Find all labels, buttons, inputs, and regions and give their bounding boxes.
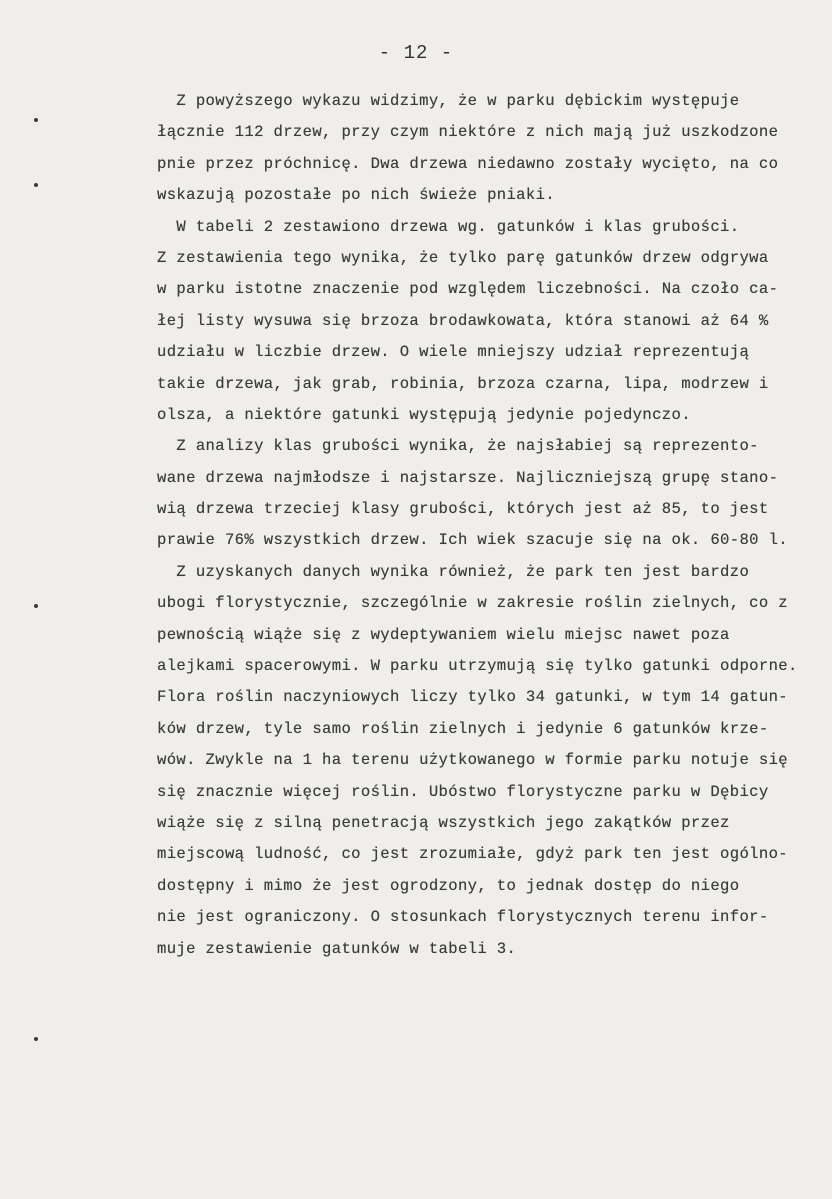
text-line: wią drzewa trzeciej klasy grubości, których jest aż 85, to jest [157,500,769,519]
margin-dot [34,604,38,608]
text-line: Z uzyskanych danych wynika również, że park ten jest bardzo [157,562,750,581]
text-line: dostępny i mimo że jest ogrodzony, to jednak dostęp do niego [157,876,740,895]
text-line: Z powyższego wykazu widzimy, że w parku dębickim występuje [157,92,740,110]
text-line: nie jest ograniczony. O stosunkach florystycznych terenu infor- [157,908,769,927]
text-line: wiąże się z silną penetracją wszystkich jego zakątków przez [157,813,730,832]
text-line: ubogi florystycznie, szczególnie w zakresie roślin zielnych, co z [157,594,789,613]
text-line: ków drzew, tyle samo roślin zielnych i jedynie 6 gatunków krze- [157,719,769,738]
text-line: prawie 76% wszystkich drzew. Ich wiek szacuje się na ok. 60-80 l. [157,531,789,550]
text-line: się znacznie więcej roślin. Ubóstwo florystyczne parku w Dębicy [157,782,769,801]
text-line: pewnością wiąże się z wydeptywaniem wielu miejsc nawet poza [157,625,730,644]
page-number: - 12 - [378,42,454,64]
text-line: alejkami spacerowymi. W parku utrzymują się tylko gatunki odporne. [157,657,798,676]
text-line: miejscową ludność, co jest zrozumiałe, gdyż park ten jest ogólno- [157,845,789,864]
margin-dot [34,183,38,187]
text-line: W tabeli 2 zestawiono drzewa wg. gatunków i klas grubości. [157,217,740,236]
text-line: pnie przez próchnicę. Dwa drzewa niedawno zostały wycięto, na co [157,154,779,173]
text-line: olsza, a niektóre gatunki występują jedynie pojedynczo. [157,405,691,424]
margin-dot [34,118,38,122]
text-line: wane drzewa najmłodsze i najstarsze. Najliczniejszą grupę stano- [157,468,779,487]
text-line: takie drzewa, jak grab, robinia, brzoza czarna, lipa, modrzew i [157,374,769,393]
text-line: wów. Zwykle na 1 ha terenu użytkowanego w formie parku notuje się [157,751,789,770]
typewritten-body [157,86,832,965]
text-line: w parku istotne znaczenie pod względem liczebności. Na czoło ca- [157,280,779,299]
text-line: Flora roślin naczyniowych liczy tylko 34 gatunki, w tym 14 gatun- [157,688,789,707]
text-line: łącznie 112 drzew, przy czym niektóre z nich mają już uszkodzone [157,123,779,142]
text-line: Z analizy klas grubości wynika, że najsłabiej są reprezento- [157,437,759,456]
margin-dot [34,1037,38,1041]
text-line: łej listy wysuwa się brzoza brodawkowata, która stanowi aż 64 % [157,311,769,330]
text-line: Z zestawienia tego wynika, że tylko parę gatunków drzew odgrywa [157,248,769,267]
text-line: muje zestawienie gatunków w tabeli 3. [157,939,517,958]
text-line: wskazują pozostałe po nich świeże pniaki. [157,186,556,205]
text-line: udziału w liczbie drzew. O wiele mniejszy udział reprezentują [157,343,750,362]
